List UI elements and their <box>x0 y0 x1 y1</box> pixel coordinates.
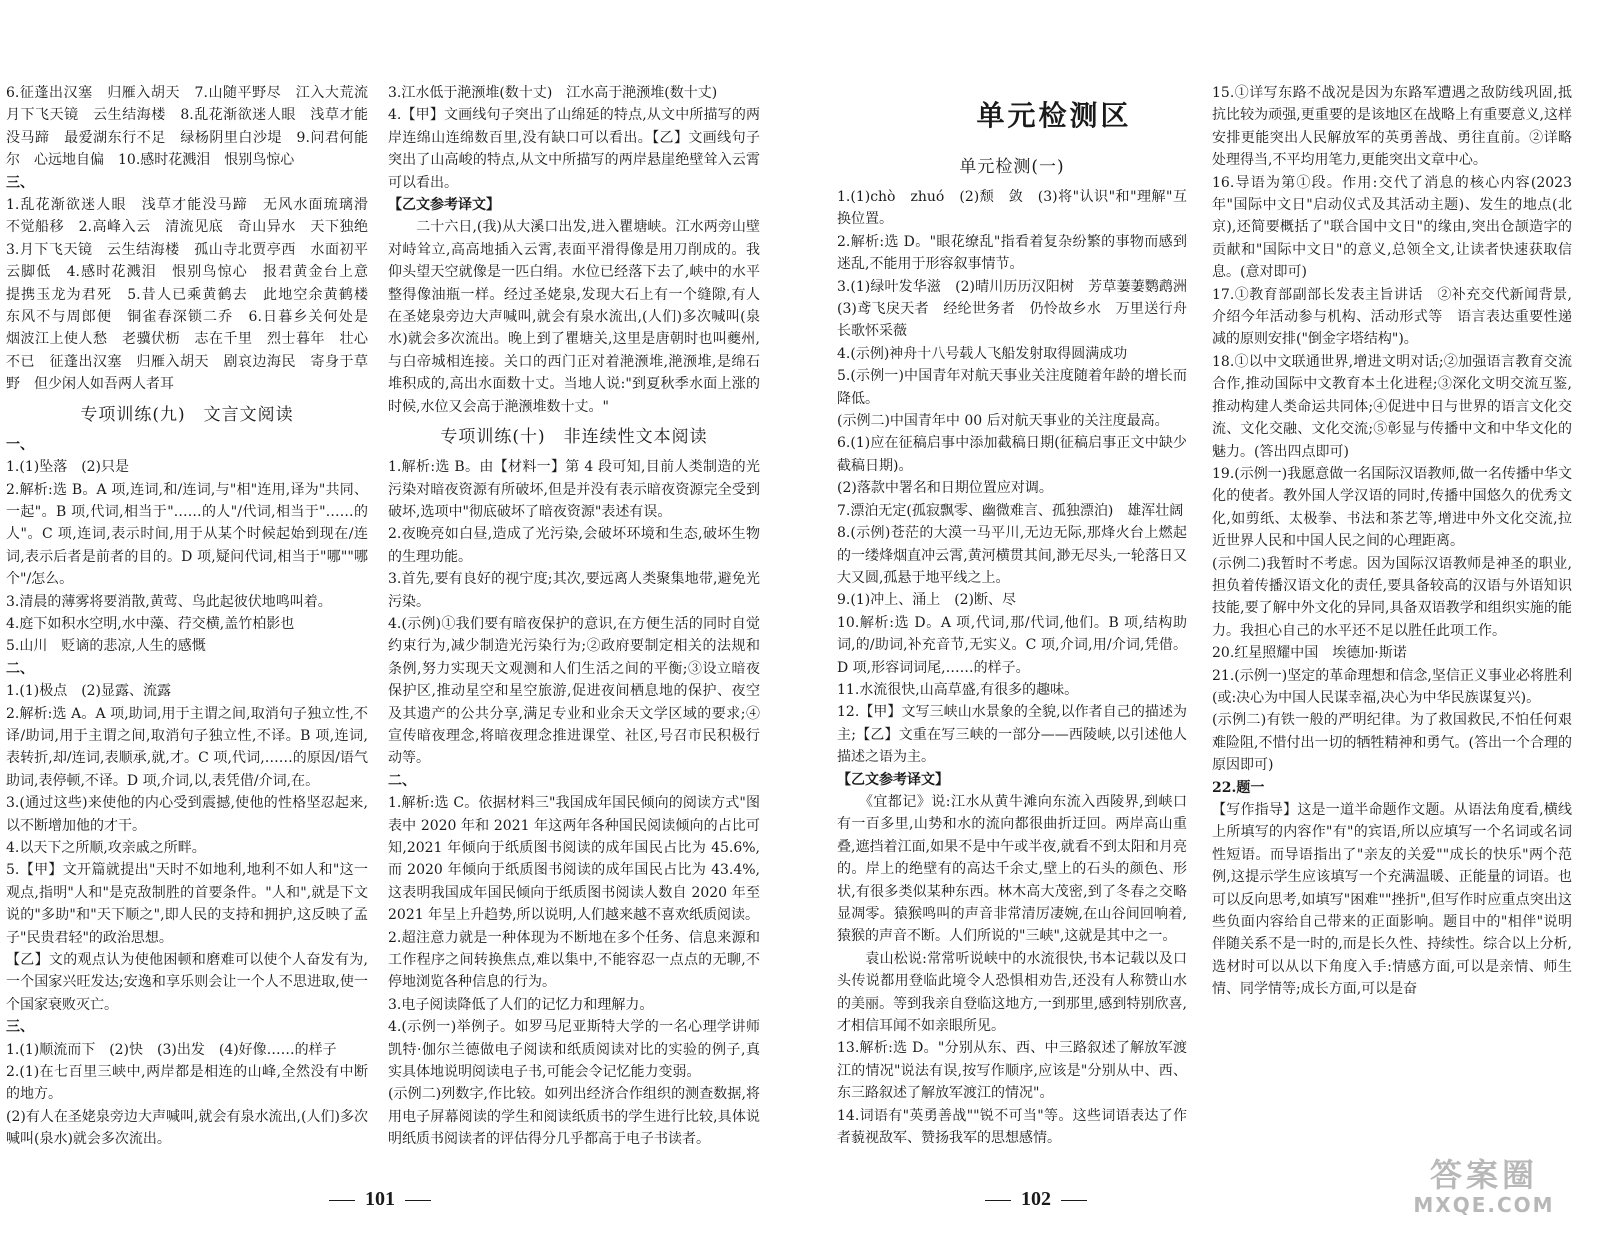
answer-paragraph: 7.漂泊无定(孤寂飘零、幽微难言、孤独漂泊) 雄浑壮阔 <box>837 502 1184 519</box>
page-number-right <box>936 1188 1136 1211</box>
answer-paragraph: 袁山松说:常常听说峡中的水流很快,书本记载以及口头传说都用登临此境令人恐惧相劝告,还没有人称赞山水的美丽。等到我亲自登临这地方,一到那里,感到特别欣喜,才相信耳闻不如亲眼所见。 <box>837 950 1187 1035</box>
answer-paragraph: 1.(1)极点 (2)显露、流露 <box>6 683 172 700</box>
answer-paragraph: 2.解析:选 A。A 项,助词,用于主谓之间,取消句子独立性,不译/助词,用于主谓之间,取消句子独立性,不译。B 项,连词,表转折,却/连词,表顺承,就,才。C 项,代词,……的原因/语气助词,表停顿,不译。D 项,介词,以,表凭借/介词,在。 <box>6 705 368 789</box>
answer-paragraph: 2.(1)在七百里三峡中,两岸都是相连的山峰,全然没有中断的地方。 <box>6 1064 368 1103</box>
answer-paragraph: (示例二)我暂时不考虑。因为国际汉语教师是神圣的职业,担负着传播汉语文化的责任,要具备较高的汉语与外语知识技能,要了解中外文化的异同,具备双语教学和组织实施的能力。我担心自己的水平还不足以胜任此项工作。 <box>1212 555 1572 639</box>
answer-paragraph: 【乙文参考译文】 <box>837 771 949 788</box>
answer-paragraph: 4.(示例一)举例子。如罗马尼亚斯特大学的一名心理学讲师凯特·伽尔兰德做电子阅读和纸质阅读对比的实验的例子,真实具体地说明阅读电子书,可能会令记忆能力变弱。 <box>388 1019 760 1081</box>
answer-paragraph: 3.电子阅读降低了人们的记忆力和理解力。 <box>388 996 654 1013</box>
answer-paragraph: 6.(1)应在征稿启事中添加截稿日期(征稿启事正文中缺少截稿日期)。 <box>837 435 1187 474</box>
unit-title: 单元检测区 <box>976 99 1132 132</box>
page-number-left-text: 101 <box>365 1188 395 1210</box>
watermark-bottom: MXQE.COM <box>1413 1193 1555 1217</box>
answer-paragraph: 5.(示例一)中国青年对航天事业关注度随着年龄的增长而降低。 <box>837 368 1187 407</box>
answer-paragraph: 6.征蓬出汉塞 归雁入胡天 7.山随平野尽 江入大荒流 月下飞天镜 云生结海楼 8.乱花渐欲迷人眼 浅草才能没马蹄 最爱湖东行不足 绿杨阴里白沙堤 9.问君何能尔 心远地自偏 10.感时花溅泪 恨别鸟惊心 <box>6 85 382 169</box>
section-marker: 一、 <box>6 436 34 453</box>
page-number-left <box>280 1188 480 1211</box>
answer-paragraph: 二十六日,(我)从大溪口出发,进入瞿塘峡。江水两旁山壁对峙耸立,高高地插入云霄,表面平滑得像是用刀削成的。我仰头望天空就像是一匹白绢。水位已经落下去了,峡中的水平整得像油瓶一样。经过圣姥泉,发现大石上有一个缝隙,有人在圣姥泉旁边大声喊叫,就会有泉水流出,(人们)多次喊叫(泉水)就会多次流出。晚上到了瞿塘关,这里是唐朝时也叫夔州,与白帝城相连接。关口的西门正对着滟滪堆,滟滪堆,是绵石堆积成的,高出水面数十丈。当地人说:"到夏秋季水面上涨的时候,水位又会高于滟滪堆数十丈。" <box>388 219 760 415</box>
answer-paragraph: 1.解析:选 B。由【材料一】第 4 段可知,目前人类制造的光污染对暗夜资源有所破坏,但是并没有表示暗夜资源完全受到破坏,选项中"彻底破坏了暗夜资源"表述有误。 <box>388 459 760 520</box>
answer-paragraph: (示例二)列数字,作比较。如列出经济合作组织的测查数据,将用电子屏幕阅读的学生和阅读纸质书的学生进行比较,具体说明纸质书阅读者的评估得分几乎都高于电子书读者。 <box>388 1086 760 1148</box>
answer-paragraph: 1.乱花渐欲迷人眼 浅草才能没马蹄 无风水面琉璃滑 不觉船移 2.高峰入云 清流见底 奇山异水 天下独绝 3.月下飞天镜 云生结海楼 孤山寺北贾亭西 水面初平云脚低 4.感时花溅泪 恨别鸟惊心 报君黄金台上意 提携玉龙为君死 5.昔人已乘黄鹤去 此地空余黄鹤楼 东风不与周郎便 铜雀春深锁二乔 6.日暮乡关何处是 烟波江上使人愁 老骥伏枥 志在千里 烈士暮年 壮心不已 征蓬出汉塞 归雁入胡天 剧哀边海民 寄身于草野 但少闲人如吾两人者耳 <box>6 197 382 393</box>
section-marker: 二、 <box>388 772 416 789</box>
answer-paragraph: 1.(1)chò zhuó (2)颓 敛 (3)将"认识"和"理解"互换位置。 <box>837 189 1187 228</box>
answer-paragraph: 1.解析:选 C。依据材料三"我国成年国民倾向的阅读方式"图表中 2020 年和 2021 年这两年各种国民阅读倾向的占比可知,2021 年倾向于纸质图书阅读的成年国民占比为 45.6%,而 2020 年倾向于纸质图书阅读的成年国民占比为 43.4%,这表明我国成年国民倾向于纸质图书阅读人数自 2020 年至 2021 年呈上升趋势,所以说明,人们越来越不喜欢纸质阅读。 <box>388 795 765 924</box>
answer-paragraph: 3.江水低于滟滪堆(数十丈) 江水高于滟滪堆(数十丈) <box>388 85 718 101</box>
answer-paragraph: 5.【甲】文开篇就提出"天时不如地利,地利不如人和"这一观点,指明"人和"是克敌制胜的首要条件。"人和",就是下文说的"多助"和"天下顺之",即人民的支持和拥护,这反映了孟子"民贵君轻"的政治思想。 <box>6 862 368 946</box>
section-marker: 三、 <box>6 1019 34 1036</box>
answer-paragraph: 20.红星照耀中国 埃德加·斯诺 <box>1212 645 1407 662</box>
answer-paragraph: 22.题一 <box>1212 779 1265 796</box>
answer-paragraph: 《宜都记》说:江水从黄牛滩向东流入西陵界,到峡口有一百多里,山势和水的流向都很曲折迂回。两岸高山重叠,遮挡着江面,如果不是中午或半夜,就看不到太阳和月亮的。岸上的绝壁有的高达千余丈,壁上的石头的颜色、形状,有很多类似某种东西。林木高大茂密,到了冬春之交略显凋零。猿猴鸣叫的声音非常清厉凄婉,在山谷间回响着,猿猴的声音不断。人们所说的"三峡",这就是其中之一。 <box>837 793 1187 945</box>
answer-paragraph: 1.(1)顺流而下 (2)快 (3)出发 (4)好像……的样子 <box>6 1041 337 1058</box>
answer-paragraph: 10.解析:选 D。A 项,代词,那/代词,他们。B 项,结构助词,的/助词,补充音节,无实义。C 项,介词,用/介词,凭借。D 项,形容词词尾,……的样子。 <box>837 614 1187 676</box>
answer-paragraph: (2)有人在圣姥泉旁边大声喊叫,就会有泉水流出,(人们)多次喊叫(泉水)就会多次流出。 <box>6 1108 368 1148</box>
section-heading: 专项训练(九) 文言文阅读 <box>80 404 294 425</box>
answer-paragraph: 【乙文参考译文】 <box>388 197 500 214</box>
answer-paragraph: 16.导语为第①段。作用:交代了消息的核心内容(2023 年"国际中文日"启动仪式及其活动主题)、发生的地点(北京),还简要概括了"联合国中文日"的缘由,突出仓颉造字的贡献和"国际中文日"的意义,总领全文,让读者快速获取信息。(意对即可) <box>1212 174 1577 281</box>
answer-paragraph: (示例二)中国青年中 00 后对航天事业的关注度最高。 <box>837 413 1169 430</box>
answer-paragraph: 4.(示例)神舟十八号载人飞船发射取得圆满成功 <box>837 345 1128 362</box>
answer-paragraph: 2.解析:选 D。"眼花缭乱"指看着复杂纷繁的事物而感到迷乱,不能用于形容叙事情节。 <box>837 233 1187 273</box>
answer-paragraph: 17.①教育部副部长发表主旨讲话 ②补充交代新闻背景,介绍今年活动参与机构、活动形式等 语言表达重要性递减的原则安排("倒金字塔结构")。 <box>1212 286 1572 348</box>
answer-paragraph: 2.超注意力就是一种体现为不断地在多个任务、信息来源和工作程序之间转换焦点,难以集中,不能容忍一点点的无聊,不停地浏览各种信息的行为。 <box>388 929 760 991</box>
answer-paragraph: 9.(1)冲上、涌上 (2)断、尽 <box>837 592 1017 609</box>
section-heading: 单元检测(一) <box>959 157 1065 177</box>
answer-paragraph: 3.(1)绿叶发华滋 (2)晴川历历汉阳树 芳草萋萋鹦鹉洲 (3)鸢飞戾天者 经纶世务者 仍怜故乡水 万里送行舟 长歌怀采薇 <box>837 278 1201 340</box>
right-column-2 <box>1212 82 1577 1172</box>
answer-paragraph: 2.夜晚亮如白昼,造成了光污染,会破坏环境和生态,破坏生物的生理功能。 <box>388 526 760 565</box>
watermark-top: 答案圈 <box>1429 1156 1538 1194</box>
answer-paragraph: 18.①以中文联通世界,增进文明对话;②加强语言教育交流合作,推动国际中文教育本土化进程;③深化文明交流互鉴,推动构建人类命运共同体;④促进中日与世界的语言文化交流、文化交融、文化交流;⑤彰显与传播中文和中华文化的魅力。(答出四点即可) <box>1212 353 1572 460</box>
answer-paragraph: 5.山川 贬谪的悲凉,人生的感慨 <box>6 638 206 655</box>
answer-paragraph: 3.(通过这些)来使他的内心受到震撼,使他的性格坚忍起来,以不断增加他的才干。 <box>6 795 368 834</box>
answer-paragraph: 4.庭下如积水空明,水中藻、荇交横,盖竹柏影也 <box>6 615 295 632</box>
answer-paragraph: 【写作指导】这是一道半命题作文题。从语法角度看,横线上所填写的内容作"有"的宾语,所以应填写一个名词或名词性短语。而导语指出了"亲友的关爱""成长的快乐"两个范例,这提示学生应该填写一个充满温暖、正能量的词语。也可以反向思考,如填写"困难""挫折",但写作时应重点突出这些负面内容给自己带来的正面影响。题目中的"相伴"说明伴随关系不是一时的,而是长久性、持续性。综合以上分析,选材时可以从以下角度入手:情感方面,可以是亲情、师生情、同学情等;成长方面,可以是奋 <box>1212 802 1572 998</box>
page-number-right-text: 102 <box>1021 1188 1051 1210</box>
answer-paragraph: (示例二)有铁一般的严明纪律。为了救国救民,不怕任何艰难险阻,不惜付出一切的牺牲精神和勇气。(答出一个合理的原因即可) <box>1212 712 1572 774</box>
section-marker: 二、 <box>6 660 34 677</box>
answer-paragraph: 1.(1)坠落 (2)只是 <box>6 459 130 476</box>
answer-paragraph: 4.(示例)①我们要有暗夜保护的意识,在方便生活的同时自觉约束行为,减少制造光污染行为;②政府要制定相关的法规和条例,努力实现天文观测和人们生活之间的平衡;③设立暗夜保护区,推动星空和星空旅游,促进夜间栖息地的保护、夜空及其遗产的公共分享,满足专业和业余天文学区域的要求;④宣传暗夜理念,将暗夜理念推进课堂、社区,号召市民积极行动等。 <box>388 615 760 767</box>
left-column-1 <box>6 82 382 1172</box>
answer-paragraph: (2)落款中署名和日期位置应对调。 <box>837 480 1053 497</box>
answer-paragraph: 【乙】文的观点认为使他困顿和磨难可以使个人奋发有为,一个国家兴旺发达;安逸和享乐则会让一个人不思进取,使一个国家衰败灭亡。 <box>6 952 368 1013</box>
section-heading: 专项训练(十) 非连续性文本阅读 <box>440 427 708 448</box>
answer-paragraph: 11.水流很快,山高草盛,有很多的趣味。 <box>837 681 1079 698</box>
answer-paragraph: 4.以天下之所顺,攻亲戚之所畔。 <box>6 840 206 856</box>
answer-paragraph: 13.解析:选 D。"分别从东、西、中三路叙述了解放军渡江的情况"说法有误,按写作顺序,应该是"分别从中、西、东三路叙述了解放军渡江的情况"。 <box>837 1040 1187 1102</box>
answer-paragraph: 4.【甲】文画线句子突出了山绵延的特点,从文中所描写的两岸连绵山连绵数百里,没有缺口可以看出。【乙】文画线句子突出了山高峻的特点,从文中所描写的两岸悬崖绝壁耸入云霄可以看出。 <box>388 107 760 191</box>
answer-paragraph: 3.清晨的薄雾将要消散,黄莺、鸟此起彼伏地鸣叫着。 <box>6 593 332 610</box>
answer-paragraph: 21.(示例一)坚定的革命理想和信念,坚信正义事业必将胜利(或:决心为中国人民谋幸福,决心为中华民族谋复兴)。 <box>1212 667 1572 706</box>
left-column-2 <box>388 82 765 1172</box>
answer-paragraph: 3.首先,要有良好的视宁度;其次,要远离人类聚集地带,避免光污染。 <box>388 571 760 610</box>
section-marker: 三、 <box>6 174 34 191</box>
answer-paragraph: 15.①详写东路不战况是因为东路军遭遇之敌防线巩固,抵抗比较为顽强,更重要的是该地区在战略上有重要意义,这样安排更能突出人民解放军的英勇善战、勇往直前。②详略处理得当,不平均用笔力,更能突出文章中心。 <box>1212 85 1572 169</box>
watermark <box>1396 1156 1572 1220</box>
answer-paragraph: 19.(示例一)我愿意做一名国际汉语教师,做一名传播中华文化的使者。教外国人学汉语的同时,传播中国悠久的优秀文化,如剪纸、太极拳、书法和茶艺等,增进中外文化交流,拉近世界人民和中国人民之间的心理距离。 <box>1212 465 1572 550</box>
answer-paragraph: 2.解析:选 B。A 项,连词,和/连词,与"相"连用,译为"共同、一起"。B 项,代词,相当于"……的人"/代词,相当于"……的人"。C 项,连词,表示时间,用于从某个时候起始到现在/连词,表示后者是前者的目的。D 项,疑问代词,相当于"哪""哪个"/怎么。 <box>6 481 368 588</box>
right-page <box>800 0 1600 1238</box>
answer-paragraph: 8.(示例)苍茫的大漠一马平川,无边无际,那烽火台上燃起的一缕烽烟直冲云霄,黄河横贯其间,渺无尽头,一轮落日又大又圆,孤悬于地平线之上。 <box>837 525 1187 586</box>
answer-paragraph: 12.【甲】文写三峡山水景象的全貌,以作者自己的描述为主;【乙】文重在写三峡的一部分——西陵峡,以引述他人描述之语为主。 <box>837 704 1187 766</box>
right-column-1 <box>837 148 1201 1168</box>
answer-paragraph: 14.词语有"英勇善战""锐不可当"等。这些词语表达了作者藐视敌军、赞扬我军的思想感情。 <box>837 1107 1187 1147</box>
